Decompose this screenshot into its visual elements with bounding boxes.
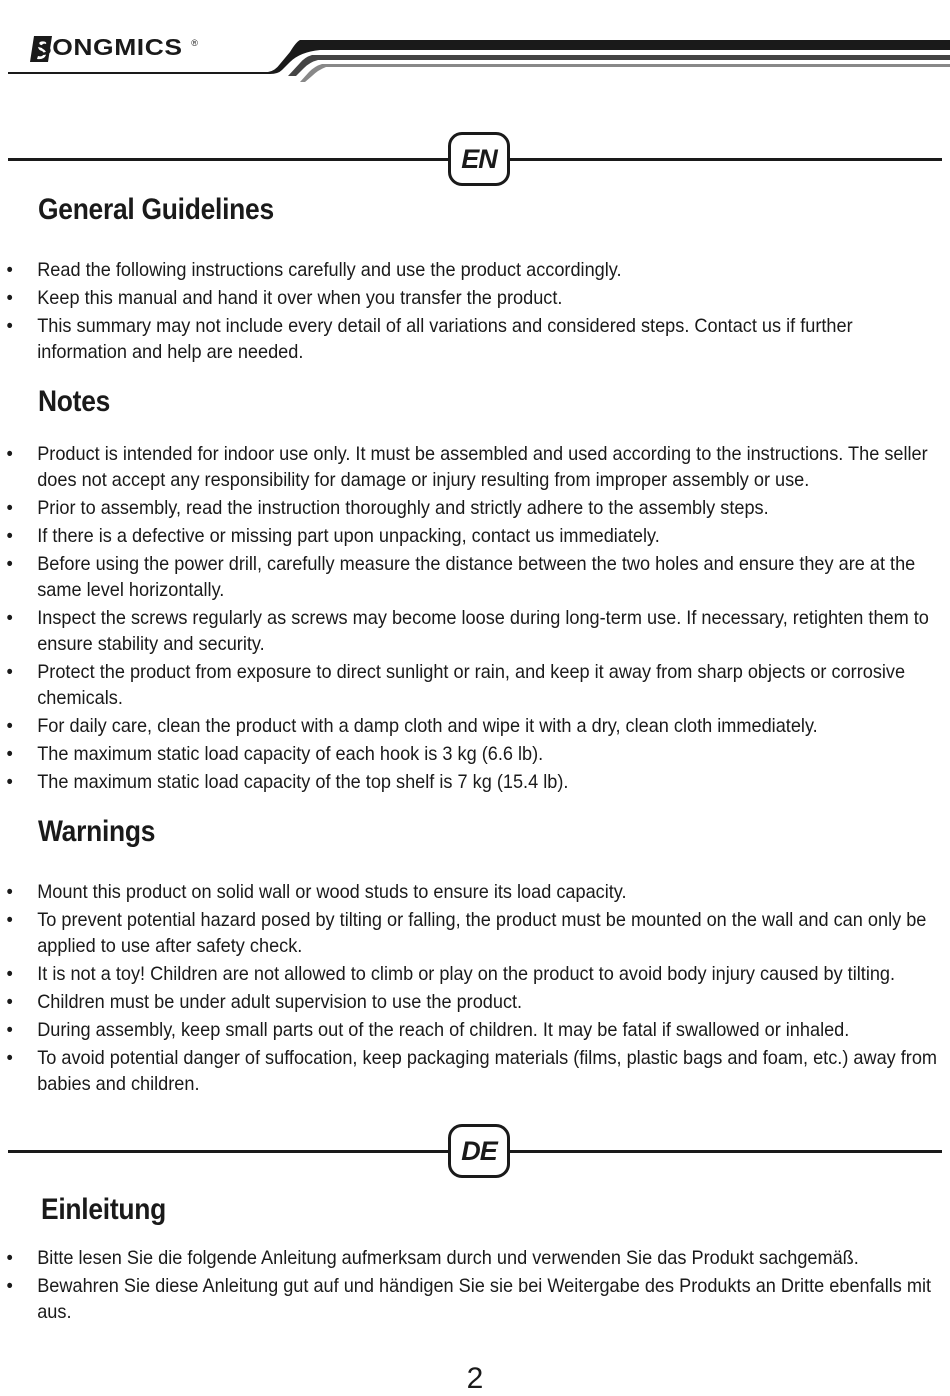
list-item: • Bitte lesen Sie die folgende Anleitung aufmerksam durch und verwenden Sie das Produkt sachgemäß. [0, 1245, 947, 1271]
list-item: • It is not a toy! Children are not allowed to climb or play on the product to avoid body injury caused by tilting. [0, 961, 947, 987]
general-guidelines-list [0, 257, 950, 367]
list-item: • Mount this product on solid wall or wood studs to ensure its load capacity. [0, 879, 947, 905]
list-item: • Prior to assembly, read the instruction thoroughly and strictly adhere to the assembly steps. [0, 495, 947, 521]
language-badge-de: DE [448, 1124, 510, 1178]
language-divider-en [8, 132, 942, 188]
warnings-list [0, 879, 950, 1099]
list-item: • If there is a defective or missing part upon unpacking, contact us immediately. [0, 523, 947, 549]
list-item: • The maximum static load capacity of each hook is 3 kg (6.6 lb). [0, 741, 947, 767]
brand-logo [28, 34, 198, 61]
list-item: • Keep this manual and hand it over when you transfer the product. [0, 285, 947, 311]
general-guidelines-heading: General Guidelines [38, 193, 274, 226]
list-item: • Inspect the screws regularly as screws may become loose during long-term use. If necessary, retighten them to ensure stability and security. [0, 605, 947, 657]
list-item: • The maximum static load capacity of the top shelf is 7 kg (15.4 lb). [0, 769, 947, 795]
registered-mark: ® [191, 37, 198, 48]
notes-list [0, 441, 950, 797]
notes-heading: Notes [38, 385, 111, 418]
list-item: • Children must be under adult supervision to use the product. [0, 989, 947, 1015]
list-item: • Read the following instructions carefully and use the product accordingly. [0, 257, 947, 283]
list-item: • To prevent potential hazard posed by tilting or falling, the product must be mounted on the wall and can only be applied to use after safety check. [0, 907, 947, 959]
list-item: • Protect the product from exposure to direct sunlight or rain, and keep it away from sharp objects or corrosive chemicals. [0, 659, 947, 711]
page-header [0, 0, 950, 90]
einleitung-list [0, 1245, 950, 1327]
list-item: • Before using the power drill, carefully measure the distance between the two holes and ensure they are at the same level horizontally. [0, 551, 947, 603]
list-item: • Product is intended for indoor use only. It must be assembled and used according to the instructions. The seller does not accept any responsibility for damage or injury resulting from improper assembly or use. [0, 441, 947, 493]
list-item: • To avoid potential danger of suffocation, keep packaging materials (films, plastic bags and foam, etc.) away from babies and children. [0, 1045, 947, 1097]
warnings-heading: Warnings [38, 815, 156, 848]
list-item: • Bewahren Sie diese Anleitung gut auf und händigen Sie sie bei Weitergabe des Produkts an Dritte ebenfalls mit aus. [0, 1273, 947, 1325]
list-item: • This summary may not include every detail of all variations and considered steps. Contact us if further information and help are needed. [0, 313, 947, 365]
einleitung-heading: Einleitung [41, 1193, 166, 1226]
brand-name: SONGMICS [34, 34, 183, 60]
list-item: • For daily care, clean the product with a damp cloth and wipe it with a dry, clean cloth immediately. [0, 713, 947, 739]
list-item: • During assembly, keep small parts out of the reach of children. It may be fatal if swallowed or inhaled. [0, 1017, 947, 1043]
language-badge-en: EN [448, 132, 510, 186]
page-number: 2 [466, 1362, 484, 1395]
language-divider-de [8, 1124, 942, 1180]
